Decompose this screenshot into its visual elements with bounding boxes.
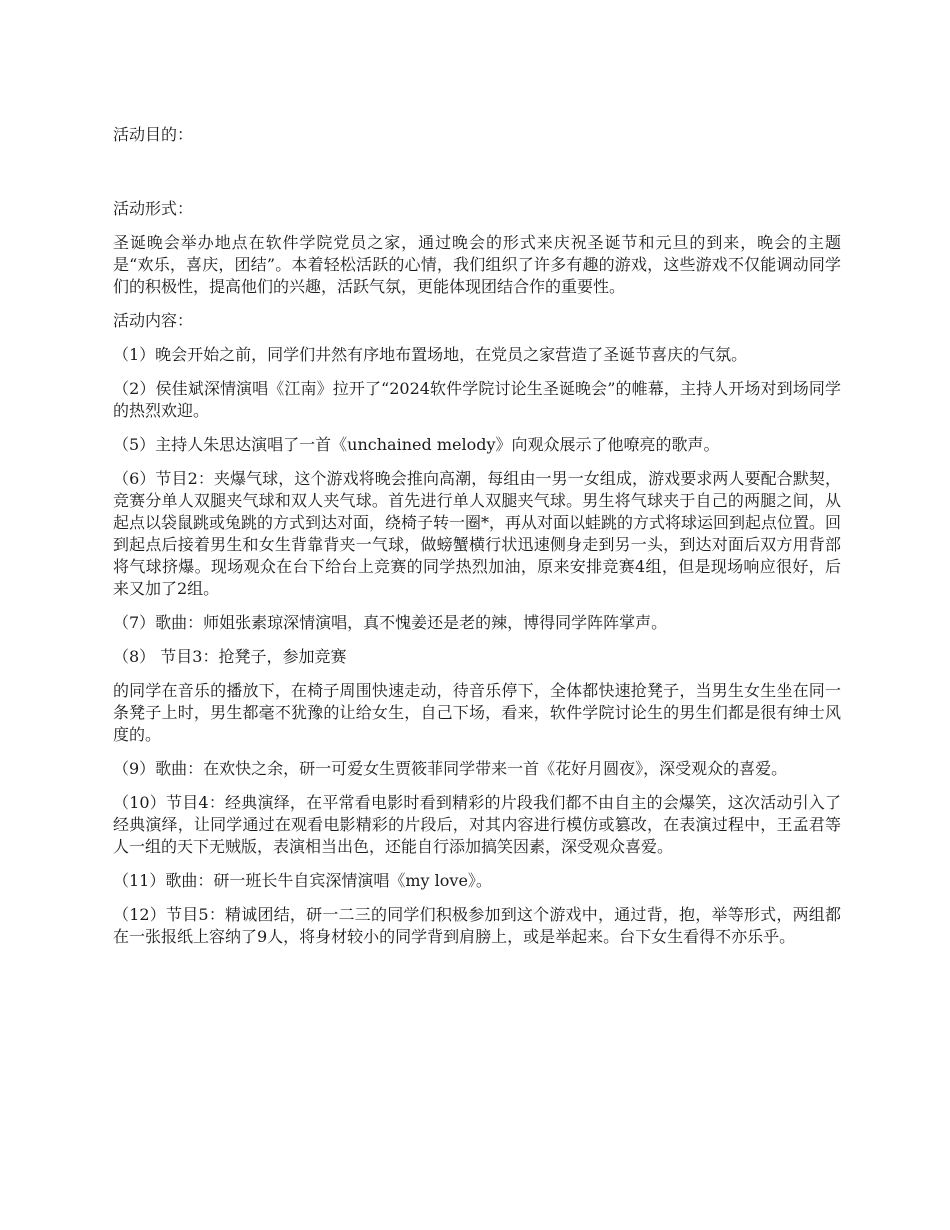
content-item-8-continued: 的同学在音乐的播放下，在椅子周围快速走动，待音乐停下，全体都快速抢凳子，当男生女生坐在同一条凳子上时，男生都毫不犹豫的让给女生，自己下场，看来，软件学院讨论生的男生们都是很有绅士风度的。 — [113, 681, 841, 744]
content-item-9: （9）歌曲：在欢快之余，研一可爱女生贾筱菲同学带来一首《花好月圆夜》，深受观众的喜爱。 — [113, 759, 788, 778]
purpose-heading: 活动目的： — [113, 125, 194, 144]
content-item-5: （5）主持人朱思达演唱了一首《unchained melody》向观众展示了他嘹亮的歌声。 — [113, 435, 720, 454]
form-paragraph: 圣诞晚会举办地点在软件学院党员之家，通过晚会的形式来庆祝圣诞节和元旦的到来，晚会的主题是“欢乐，喜庆，团结”。本着轻松活跃的心情，我们组织了许多有趣的游戏，这些游戏不仅能调动同学们的积极性，提高他们的兴趣，活跃气氛，更能体现团结合作的重要性。 — [113, 233, 841, 296]
content-item-1: （1）晚会开始之前，同学们井然有序地布置场地，在党员之家营造了圣诞节喜庆的气氛。 — [113, 345, 748, 364]
content-item-2: （2）侯佳斌深情演唱《江南》拉开了“2024软件学院讨论生圣诞晚会”的帷幕，主持人开场对到场同学的热烈欢迎。 — [113, 379, 841, 420]
document-body — [113, 124, 841, 960]
content-item-8: （8） 节目3：抢凳子，参加竞赛 — [113, 647, 347, 666]
content-item-11: （11）歌曲：研一班长牛自宾深情演唱《my love》。 — [113, 871, 492, 890]
content-item-6: （6）节目2：夹爆气球，这个游戏将晚会推向高潮，每组由一男一女组成，游戏要求两人要配合默契，竞赛分单人双腿夹气球和双人夹气球。首先进行单人双腿夹气球。男生将气球夹于自己的两腿之间，从起点以袋鼠跳或兔跳的方式到达对面，绕椅子转一圈*，再从对面以蛙跳的方式将球运回到起点位置。回到起点后接着男生和女生背靠背夹一气球，做螃蟹横行状迅速侧身走到另一头，到达对面后双方用背部将气球挤爆。现场观众在台下给台上竞赛的同学热烈加油，原来安排竞赛4组，但是现场响应很好，后来又加了2组。 — [113, 469, 842, 598]
content-item-12: （12）节目5：精诚团结，研一二三的同学们积极参加到这个游戏中，通过背，抱，举等形式，两组都在一张报纸上容纳了9人，将身材较小的同学背到肩膀上，或是举起来。台下女生看得不亦乐乎。 — [113, 905, 841, 946]
content-item-7: （7）歌曲：师姐张素琼深情演唱，真不愧姜还是老的辣，博得同学阵阵掌声。 — [113, 613, 668, 632]
content-heading: 活动内容： — [113, 311, 194, 330]
form-heading: 活动形式： — [113, 199, 194, 218]
content-item-10: （10）节目4：经典演绎，在平常看电影时看到精彩的片段我们都不由自主的会爆笑，这次活动引入了经典演绎，让同学通过在观看电影精彩的片段后，对其内容进行模仿或篡改，在表演过程中，王孟君等人一组的天下无贼版，表演相当出色，还能自行添加搞笑因素，深受观众喜爱。 — [113, 793, 841, 856]
